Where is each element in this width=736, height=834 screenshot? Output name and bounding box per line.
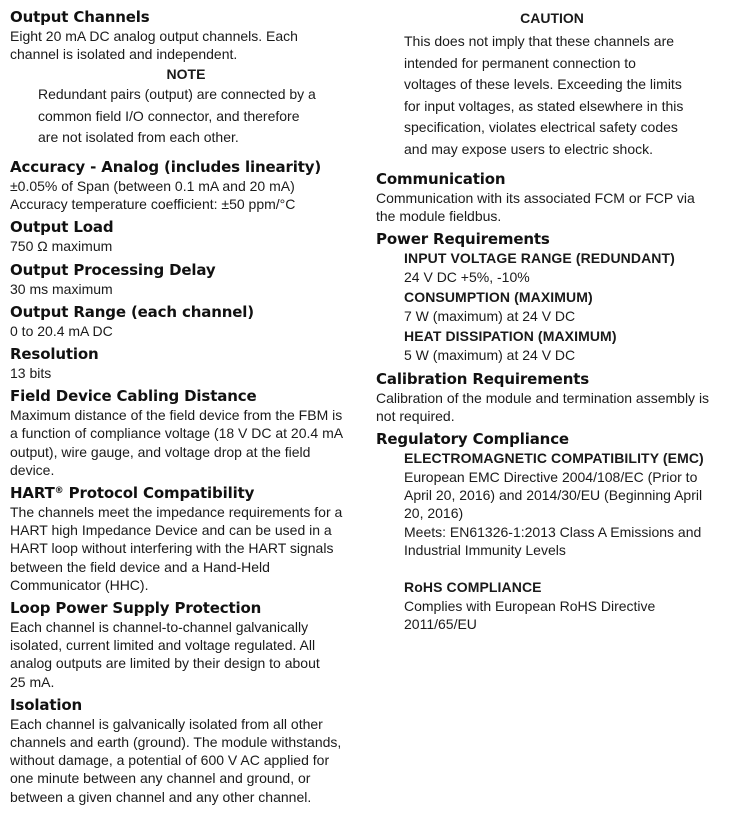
hart-section: [10, 483, 362, 594]
power-subsections: [376, 249, 728, 365]
output-channels-heading: Output Channels: [10, 8, 150, 26]
consumption-text: 7 W (maximum) at 24 V DC: [404, 308, 576, 325]
hart-heading: [10, 483, 362, 503]
consumption-heading: CONSUMPTION (MAXIMUM): [404, 289, 593, 306]
output-range-text: 0 to 20.4 mA DC: [10, 322, 113, 339]
processing-delay-section: [10, 260, 362, 298]
regulatory-subsections: [376, 449, 728, 633]
calibration-heading: Calibration Requirements: [376, 369, 590, 388]
processing-delay-heading: Output Processing Delay: [10, 260, 216, 279]
accuracy-heading: Accuracy - Analog (includes linearity): [10, 157, 322, 176]
cabling-section: [10, 386, 362, 479]
hart-text: The channels meet the impedance requirements for a HART high Impedance Device and can be used in a HART loop without interfering with the HART signals between the field device and a Hand-Held Communicator (HHC).: [10, 503, 343, 593]
power-heading: Power Requirements: [376, 229, 550, 248]
loop-power-section: [10, 598, 362, 691]
emc-heading: ELECTROMAGNETIC COMPATIBILITY (EMC): [404, 449, 704, 466]
output-load-section: [10, 217, 362, 255]
output-load-heading: Output Load: [10, 218, 114, 237]
hart-heading-rest: Protocol Compatibility: [63, 483, 255, 502]
heat-dissipation-text: 5 W (maximum) at 24 V DC: [404, 347, 576, 364]
rohs-text: Complies with European RoHS Directive 2011/65/EU: [404, 598, 656, 633]
registered-mark: ®: [54, 485, 64, 496]
left-column: [10, 7, 362, 810]
resolution-text: 13 bits: [10, 364, 52, 381]
right-column: [376, 7, 728, 637]
resolution-section: [10, 344, 362, 382]
calibration-section: [376, 369, 728, 425]
calibration-text: Calibration of the module and termination assembly is not required.: [376, 389, 710, 424]
note-title: NOTE: [166, 66, 206, 83]
output-load-text: 750 Ω maximum: [10, 238, 113, 255]
regulatory-section: [376, 429, 728, 633]
isolation-heading: Isolation: [10, 695, 83, 714]
heat-dissipation-heading: HEAT DISSIPATION (MAXIMUM): [404, 328, 617, 345]
output-range-heading: Output Range (each channel): [10, 302, 255, 321]
emc-text: European EMC Directive 2004/108/EC (Prior to April 20, 2016) and 2014/30/EU (Beginning April 20, 2016) Meets: EN61326-1:2013 Class A Emissions and Industrial Immunity Levels: [404, 468, 703, 558]
regulatory-heading: Regulatory Compliance: [376, 429, 569, 448]
isolation-text: Each channel is galvanically isolated from all other channels and earth (ground). The module withstands, without damage, a potential of 600 V AC applied for one minute between any channel and ground, or between a given channel and any other channel.: [10, 715, 342, 805]
section-spacer: [404, 561, 728, 578]
cabling-heading: Field Device Cabling Distance: [10, 387, 257, 406]
power-section: [376, 229, 728, 365]
hart-heading-main: HART: [10, 483, 55, 502]
input-voltage-heading: INPUT VOLTAGE RANGE (REDUNDANT): [404, 249, 675, 266]
isolation-section: [10, 695, 362, 806]
loop-power-text: Each channel is channel-to-channel galvanically isolated, current limited and voltage regulated. All analog outputs are limited by their design to about 25 mA.: [10, 618, 320, 690]
communication-section: [376, 169, 728, 225]
output-range-section: [10, 302, 362, 340]
output-channels-text: Eight 20 mA DC analog output channels. Each channel is isolated and independent.: [10, 28, 298, 63]
accuracy-text: ±0.05% of Span (between 0.1 mA and 20 mA) Accuracy temperature coefficient: ±50 ppm/°C: [10, 177, 296, 213]
note-text: Redundant pairs (output) are connected by a common field I/O connector, and therefore are not isolated from each other.: [38, 86, 316, 146]
input-voltage-text: 24 V DC +5%, -10%: [404, 268, 530, 285]
communication-heading: Communication: [376, 169, 506, 188]
resolution-heading: Resolution: [10, 344, 99, 363]
caution-section: [376, 9, 728, 161]
communication-text: Communication with its associated FCM or FCP via the module fieldbus.: [376, 189, 695, 224]
loop-power-heading: Loop Power Supply Protection: [10, 598, 262, 617]
rohs-heading: RoHS COMPLIANCE: [404, 579, 542, 595]
caution-title: CAUTION: [520, 10, 584, 26]
processing-delay-text: 30 ms maximum: [10, 280, 113, 297]
caution-text: This does not imply that these channels are intended for permanent connection to voltages of these levels. Exceeding the limits for input voltages, as stated elsewhere in this specification, violates electrical safety codes and may expose users to electric shock.: [404, 33, 684, 157]
output-channels-section: [10, 7, 362, 149]
cabling-text: Maximum distance of the field device from the FBM is a function of compliance voltage (18 V DC at 20.4 mA output), wire gauge, and voltage drop at the field device.: [10, 407, 344, 478]
accuracy-section: [10, 157, 362, 213]
